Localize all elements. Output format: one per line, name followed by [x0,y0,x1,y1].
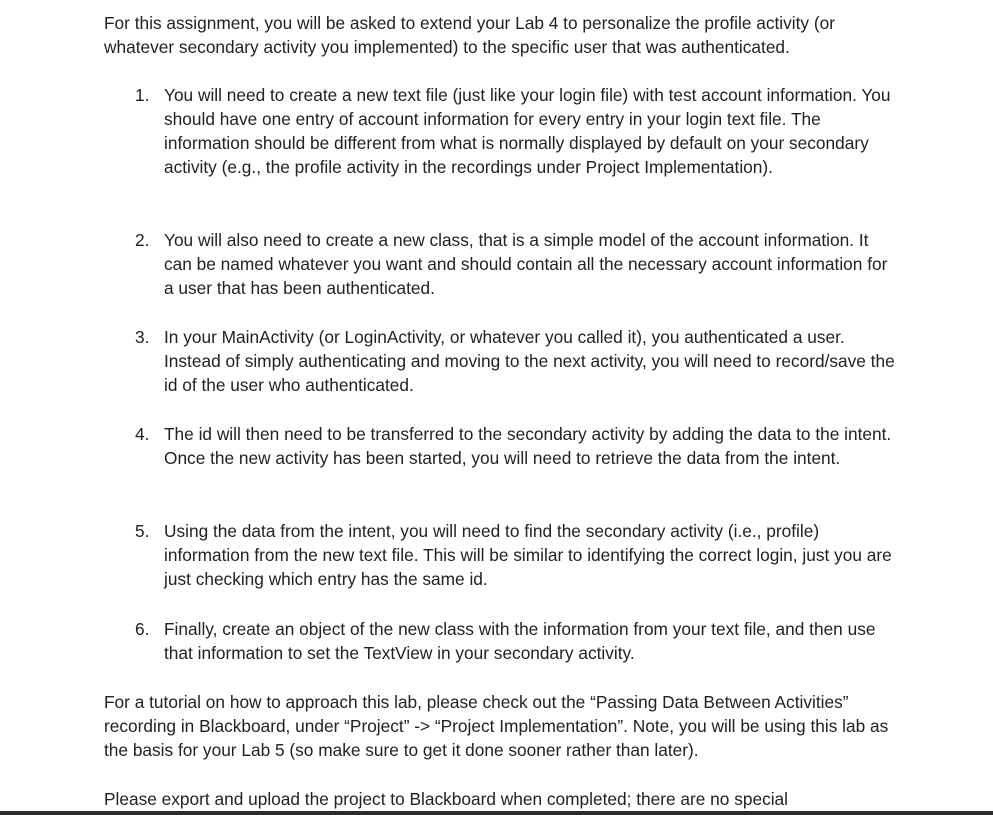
list-item-text: Finally, create an object of the new class with the information from your text file, and then use that information to set the TextView in your secondary activity. [164,619,876,663]
page-bottom-edge [0,811,993,815]
list-item-number: 2. [135,230,150,250]
list-item [130,617,900,665]
list-item [130,422,900,470]
intro-paragraph: For this assignment, you will be asked to extend your Lab 4 to personalize the profile activity (or whatever secondary activity you implemented) to the specific user that was authenticated. [104,13,835,57]
list-item-text: Using the data from the intent, you will need to find the secondary activity (i.e., profile) information from the new text file. This will be similar to identifying the correct login, just you are just checking which entry has the same id. [164,521,892,589]
list-item-text: You will need to create a new text file (just like your login file) with test account information. You should have one entry of account information for every entry in your login text file. The information should be different from what is normally displayed by default on your secondary activity (e.g., the profile activity in the recordings under Project Implementation). [164,85,891,177]
list-item-text: In your MainActivity (or LoginActivity, or whatever you called it), you authenticated a user. Instead of simply authenticating and moving to the next activity, you will need to record/save the id of the user who authenticated. [164,327,895,395]
tutorial-paragraph: For a tutorial on how to approach this lab, please check out the “Passing Data Between Activities” recording in Blackboard, under “Project” -> “Project Implementation”. Note, you will be using this lab as the basis for your Lab 5 (so make sure to get it done sooner rather than later). [104,692,889,760]
list-item [130,83,900,179]
closing-paragraph: Please export and upload the project to Blackboard when completed; there are no special [104,789,789,809]
list-item-number: 4. [135,424,150,444]
list-item-number: 1. [135,85,150,105]
list-item-number: 5. [135,521,150,541]
list-item [130,228,900,300]
list-item-text: The id will then need to be transferred to the secondary activity by adding the data to the intent. Once the new activity has been started, you will need to retrieve the data from the intent. [164,424,892,468]
list-item [130,325,900,397]
list-item-number: 6. [135,619,150,639]
list-item [130,519,900,591]
list-item-number: 3. [135,327,150,347]
list-item-text: You will also need to create a new class, that is a simple model of the account information. It can be named whatever you want and should contain all the necessary account information for a user that has been authenticated. [164,230,888,298]
